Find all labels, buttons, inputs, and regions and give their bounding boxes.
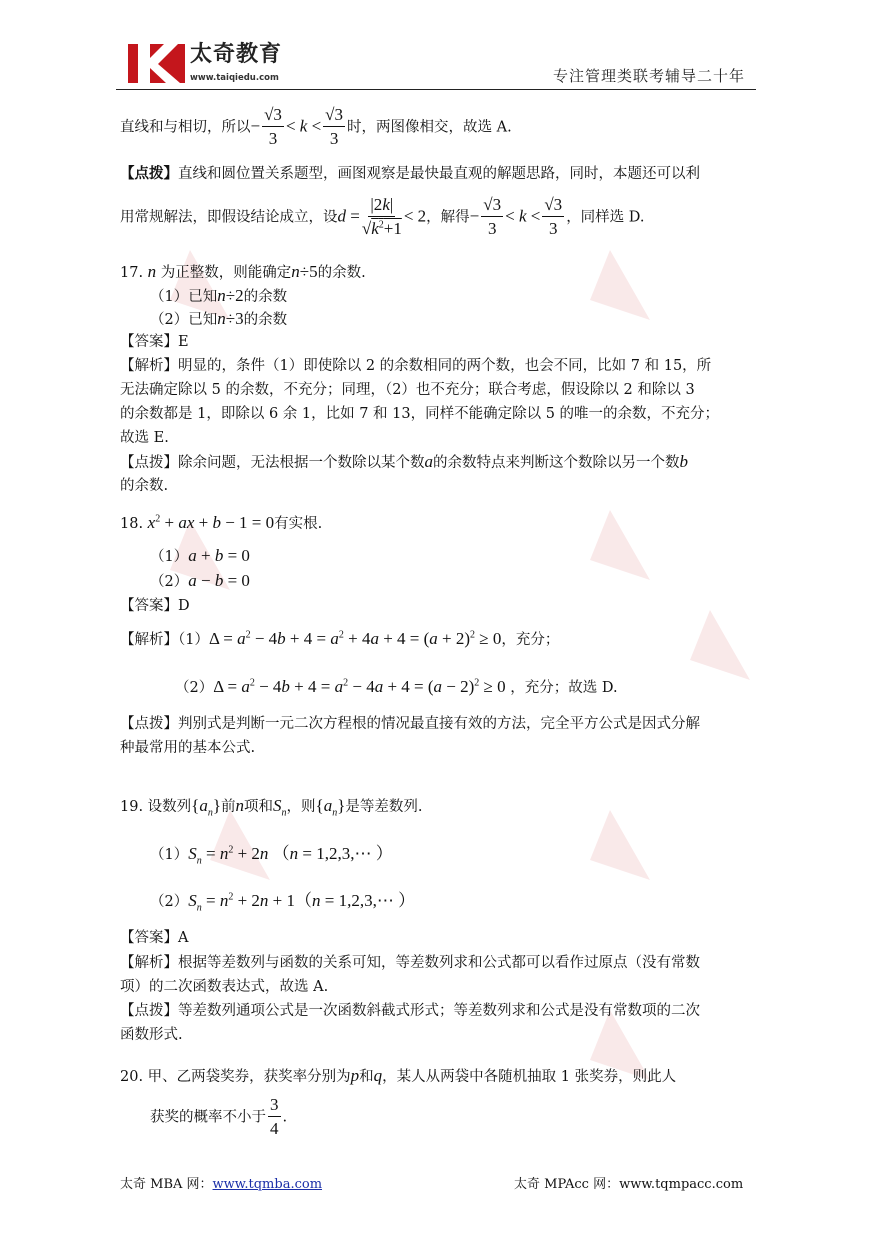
q17-analysis: 故选 E.	[120, 430, 169, 446]
text: 【解析】（1）	[120, 632, 209, 648]
q18-analysis-1: 【解析】$(1)\Delta = a^2 - 4b + 4 = a^2 + 4a + 4 = (a + 2)^2 \ge 0$，充分；	[120, 629, 560, 648]
text: 和	[359, 1069, 374, 1085]
q19-stem: 19. 设数列$\{a_n\}$前n项和$S_n$，则$\{a_n\}$是等差数列.	[120, 796, 423, 819]
text: （1）已知	[150, 289, 218, 305]
text: 前	[221, 799, 236, 815]
q17-tip: 【点拨】除余问题，无法根据一个数除以某个数a的余数特点来判断这个数除以另一个数b	[120, 452, 688, 471]
q18-condition-1: （1）a + b = 0	[150, 546, 250, 565]
text: （2）	[150, 574, 189, 590]
fraction: $\frac{√3}{3}$	[325, 105, 344, 148]
q18-stem: 18. $x^2$ + ax + b − 1 = 0有实根.	[120, 513, 323, 532]
fraction: $\frac{3}{4}$	[270, 1095, 279, 1138]
text: ，同样选 D.	[566, 209, 645, 226]
q16-tip	[120, 164, 700, 184]
brand-logo	[128, 44, 185, 83]
text: 是等差数列.	[345, 799, 423, 815]
fraction: $\frac{√3}{3}$	[264, 105, 282, 148]
q19-analysis: 【解析】根据等差数列与函数的关系可知，等差数列求和公式都可以看作过原点（没有常数	[120, 955, 700, 971]
q19-tip: 函数形式.	[120, 1027, 183, 1043]
fraction: $\frac{√3}{3}$	[483, 195, 502, 238]
question-number: 20.	[120, 1069, 144, 1085]
question-number: 17.	[120, 265, 144, 281]
text: 获奖的概率不小于	[150, 1109, 266, 1126]
text: （2）已知	[150, 312, 218, 328]
q19-answer: 【答案】A	[120, 930, 189, 946]
label: 【点拨】	[120, 165, 178, 182]
q19-condition-1: $(1)S_n = n^2 + 2n$ （n = 1,2,3,⋯ ）	[150, 844, 393, 867]
question-number: 19.	[120, 799, 144, 815]
text: 用常规解法，即假设结论成立，设	[120, 209, 338, 226]
q20-stem: 20. 甲、乙两袋奖券，获奖率分别为p和q，某人从两袋中各随机抽取 1 张奖券，则此人	[120, 1066, 677, 1085]
text: 设数列	[147, 799, 192, 815]
text: ，某人从两袋中各随机抽取 1 张奖券，则此人	[382, 1069, 677, 1085]
text: 直线和圆位置关系题型，画图观察是最快最直观的解题思路，同时，本题还可以利	[178, 166, 700, 182]
text: （1）	[150, 549, 189, 565]
text: ，则	[286, 799, 316, 815]
label: 太奇 MPAcc 网：	[514, 1177, 620, 1192]
text: 有实根.	[274, 516, 323, 532]
text: 的余数.	[317, 265, 366, 281]
footer-right	[514, 1176, 743, 1194]
text: 的余数特点来判断这个数除以另一个数	[433, 455, 680, 471]
q18-tip: 种最常用的基本公式.	[120, 740, 256, 756]
text: 【点拨】除余问题，无法根据一个数除以某个数	[120, 455, 425, 471]
q17-stem: 17. n 为正整数，则能确定n÷5的余数.	[120, 262, 366, 281]
q17-condition-2: （2）已知n÷3的余数	[150, 309, 288, 328]
text: 项和	[244, 799, 274, 815]
fraction: $\frac{√3}{3}$	[544, 195, 563, 238]
q17-analysis: 的余数都是 1，即除以 6 余 1，比如 7 和 13，同样不能确定除以 5 的唯一的余数，不充分；	[120, 406, 720, 422]
q18-analysis-2: $(2)\Delta = a^2 - 4b + 4 = a^2 - 4a + 4 = (a - 2)^2 \ge 0$ ，充分；故选 D.	[175, 677, 618, 696]
q17-analysis: 无法确定除以 5 的余数，不充分；同理，（2）也不充分；联合考虑，假设除以 2 和除以 3	[120, 382, 695, 398]
text: 的余数	[243, 289, 288, 305]
text: ，充分；	[501, 632, 560, 648]
text: ，解得	[426, 209, 470, 226]
q17-analysis: 【解析】明显的，条件（1）即使除以 2 的余数相同的两个数，也会不同，比如 7 和 15，所	[120, 358, 712, 374]
label: 太奇 MBA 网：	[120, 1177, 213, 1192]
q17-condition-1: （1）已知n÷2的余数	[150, 286, 288, 305]
text: 时，两图像相交，故选 A.	[347, 119, 512, 136]
q18-condition-2: （2）a − b = 0	[150, 571, 250, 590]
q18-answer: 【答案】D	[120, 598, 190, 614]
text: 的余数	[243, 312, 288, 328]
fraction: $\frac{|2k|}{√k^2+1}$	[361, 195, 402, 238]
text: （2）	[175, 680, 214, 696]
brand-url: www.taiqiedu.com	[190, 73, 279, 83]
q18-tip: 【点拨】判别式是判断一元二次方程根的情况最直接有效的方法，完全平方公式是因式分解	[120, 716, 700, 732]
question-number: 18.	[120, 516, 144, 532]
q20-stem-cont: 获奖的概率不小于 $\frac{3}{4}$ .	[150, 1094, 287, 1141]
tqmpacc-link[interactable]: www.tqmpacc.com	[619, 1177, 744, 1192]
text: ，充分；故选 D.	[510, 680, 618, 696]
footer-left	[120, 1176, 322, 1194]
brand-name: 太奇教育	[190, 42, 283, 67]
q17-tip-cont: 的余数.	[120, 478, 169, 494]
text: （2）	[150, 894, 189, 910]
tqmba-link[interactable]: www.tqmba.com	[212, 1177, 323, 1192]
header-divider	[116, 89, 756, 90]
q19-condition-2: $(2)S_n = n^2 + 2n + 1(n$ = 1,2,3,⋯ ）	[150, 891, 416, 914]
q16-tip-cont: 用常规解法，即假设结论成立，设d = $\frac{|2k|}{√k^2+1}$ < 2，解得− $\frac{√3}{3}$ < k < $\frac{√3}{3}$ ，同样选 D.	[120, 194, 645, 241]
text: 直线和与相切，所以	[120, 119, 251, 136]
q19-tip: 【点拨】等差数列通项公式是一次函数斜截式形式；等差数列求和公式是没有常数项的二次	[120, 1003, 700, 1019]
q17-answer: 【答案】E	[120, 334, 189, 350]
header-slogan: 专注管理类联考辅导二十年	[552, 67, 745, 85]
text: （1）	[150, 847, 189, 863]
text: 甲、乙两袋奖券，获奖率分别为	[147, 1069, 351, 1085]
text: 为正整数，则能确定	[160, 265, 292, 281]
q16-conclusion: 直线和与相切，所以− $\frac{√3}{3}$ < k < $\frac{√3}{3}$ 时，两图像相交，故选 A.	[120, 104, 512, 151]
q19-analysis: 项）的二次函数表达式，故选 A.	[120, 979, 329, 995]
